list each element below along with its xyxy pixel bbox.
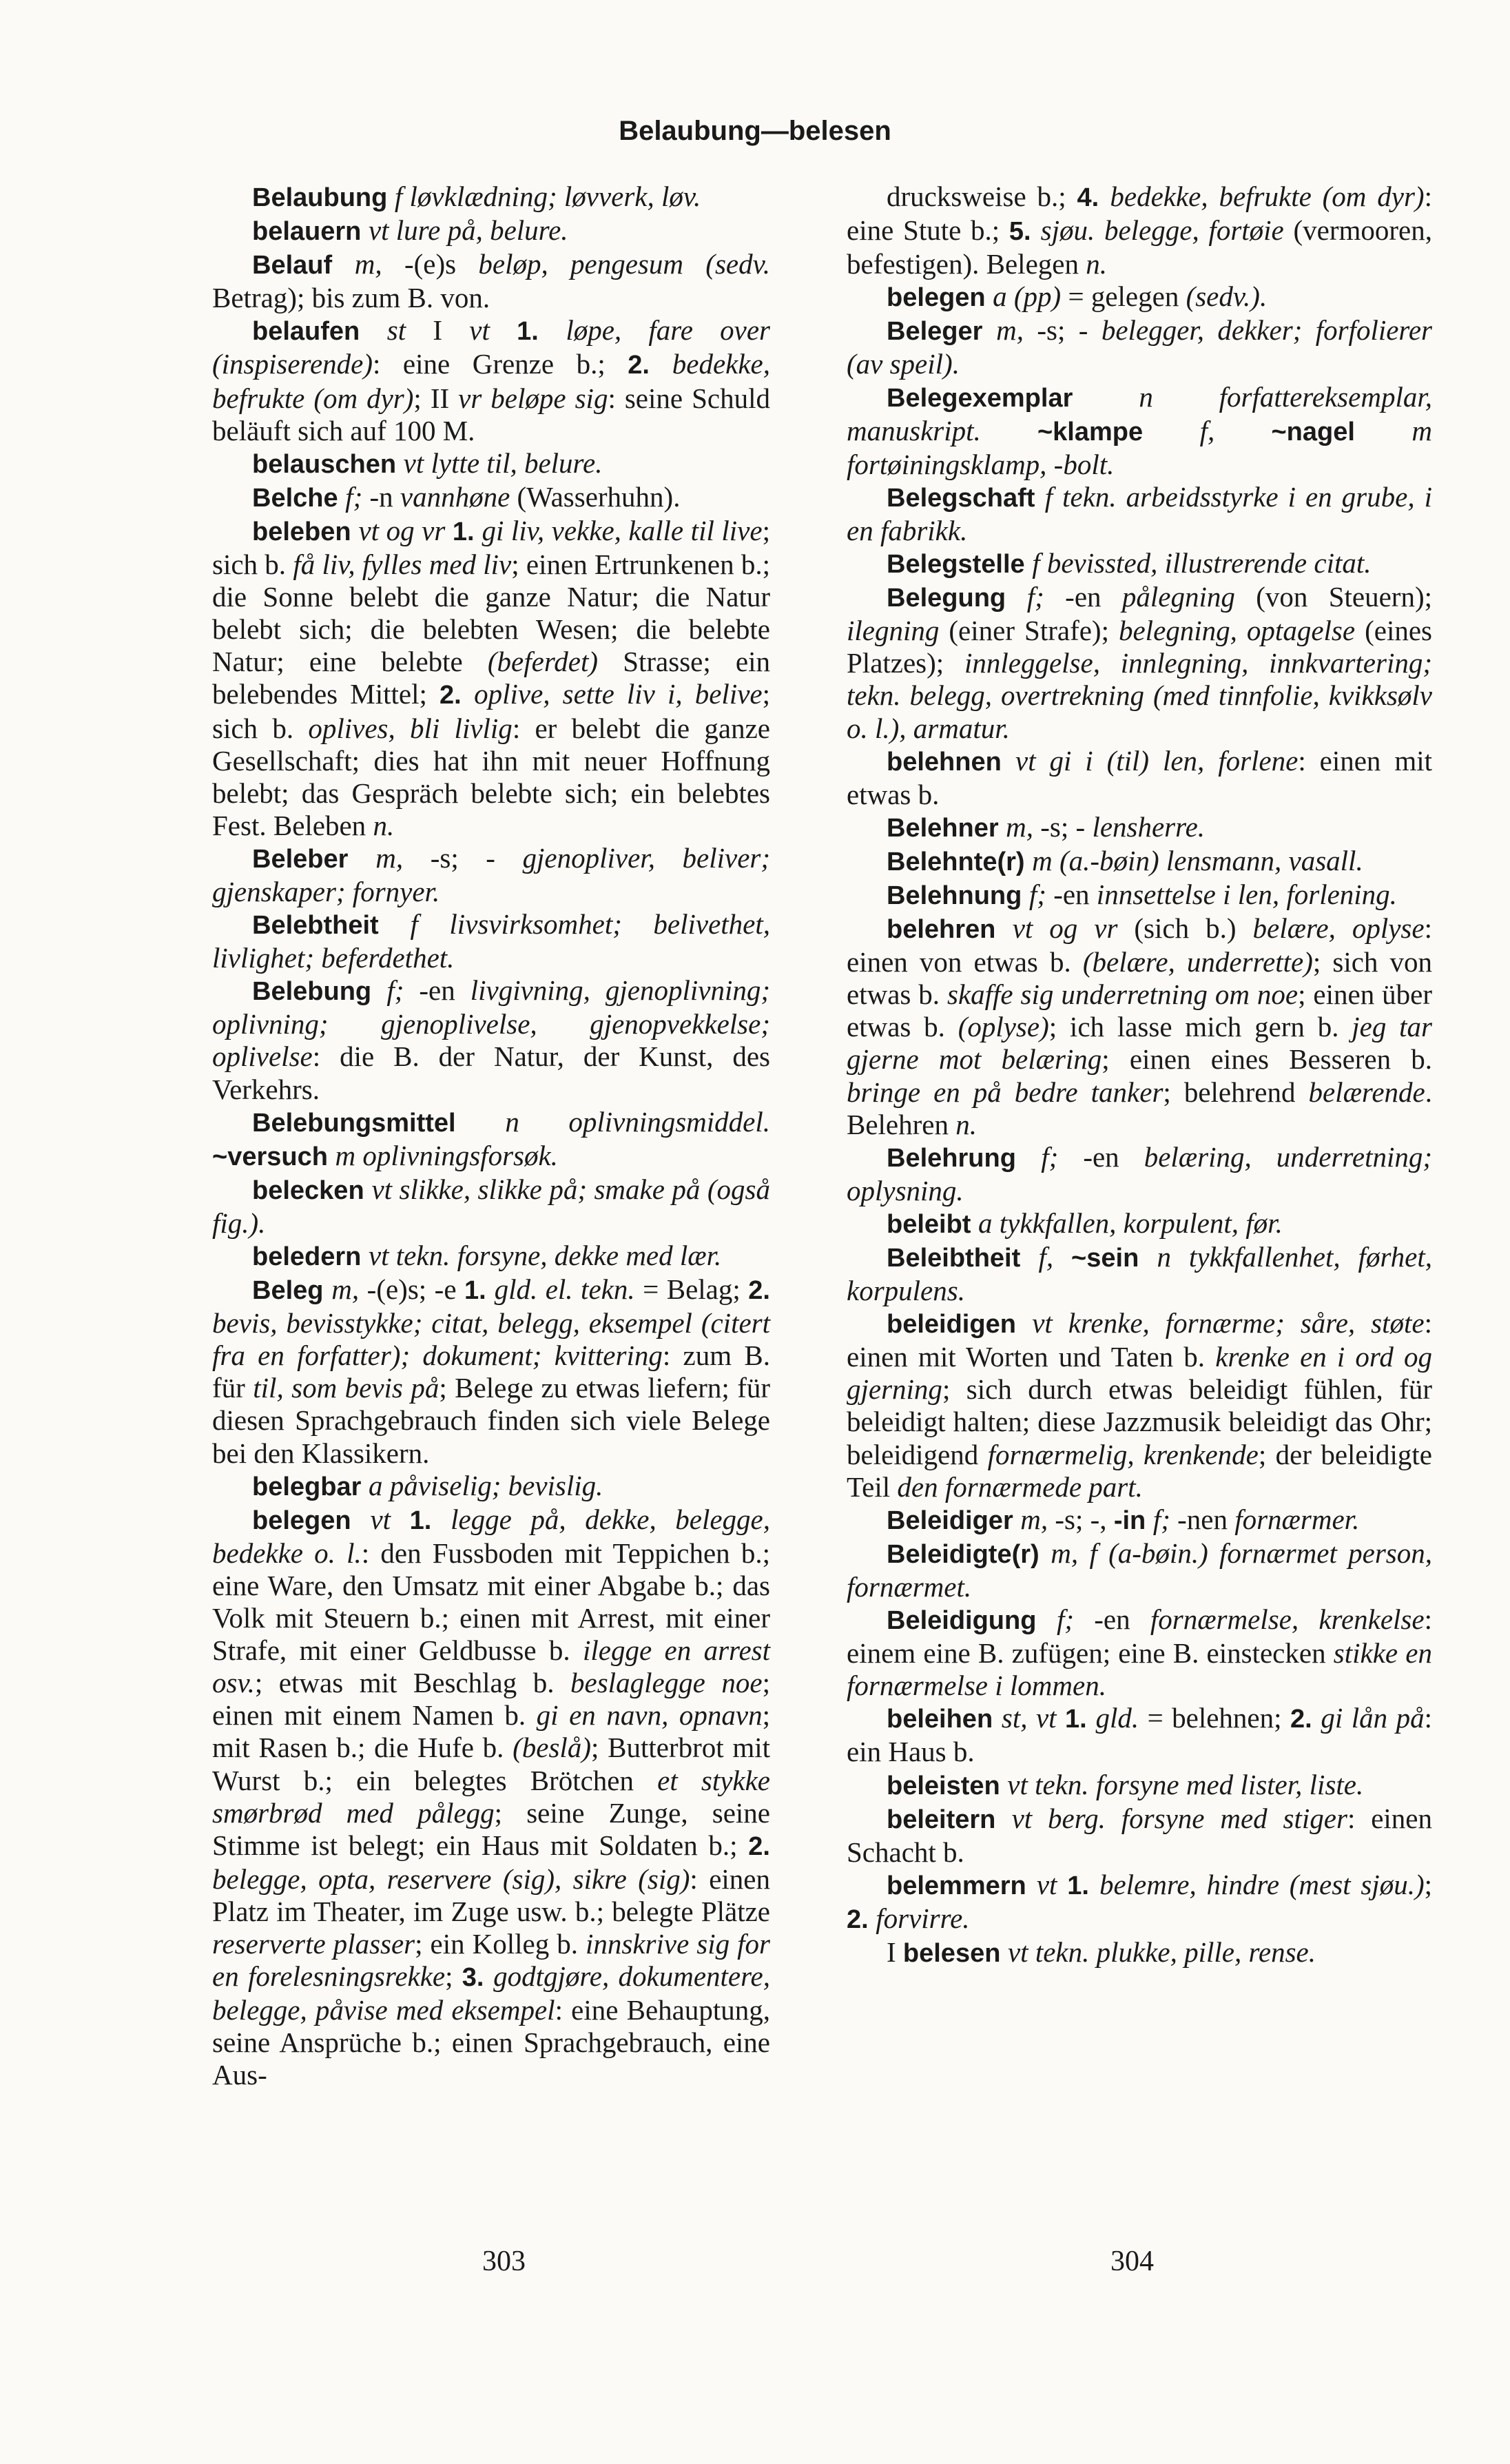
entry-text: m oplivningsforsøk. xyxy=(335,1139,558,1171)
entry-text: stikke en fornærmelse i lommen. xyxy=(847,1637,1433,1702)
entry-text: beløp, pengesum (sedv. xyxy=(478,248,771,280)
entry-text: gi lån på xyxy=(1321,1702,1425,1734)
entry-text: st xyxy=(386,314,433,347)
headword: Belebtheit xyxy=(252,911,411,941)
entry-text: vt tekn. plukke, pille, rense. xyxy=(1007,1936,1316,1968)
dictionary-entry xyxy=(212,181,770,214)
entry-text: ; einen Ertrunkenen b.; die Sonne belebt die ganze Natur; die Natur belebt sich; die belebten Wesen; die belebte Natur; eine belebte xyxy=(212,548,771,678)
dictionary-entry xyxy=(212,1173,770,1240)
entry-text: n. xyxy=(1086,248,1107,280)
entry-text: vt berg. forsyne med stiger xyxy=(1011,1802,1347,1834)
entry-text: -s; - xyxy=(1037,314,1102,347)
entry-text: fornærmelig, krenkende xyxy=(987,1438,1259,1470)
entry-text: = belehnen; xyxy=(1147,1702,1290,1734)
entry-text: gld. el. tekn. xyxy=(494,1273,643,1306)
dictionary-entry xyxy=(847,1503,1432,1537)
headword: Beleger xyxy=(887,317,997,347)
entry-text: -en xyxy=(1083,1140,1144,1173)
dictionary-entry xyxy=(847,1603,1432,1702)
entry-text: n tykkfallenhet, førhet, korpulens. xyxy=(847,1241,1432,1307)
entry-text: ; einen eines Besseren b. xyxy=(1102,1043,1432,1076)
entry-text: f; xyxy=(1056,1603,1095,1636)
entry-text: vt gi i (til) len, forlene xyxy=(1015,744,1299,777)
headword: beleisten xyxy=(887,1771,1008,1800)
entry-text: forvirre. xyxy=(876,1902,970,1934)
headword: Belegexemplar xyxy=(887,383,1139,413)
entry-text: -en xyxy=(1094,1603,1150,1636)
headword: Beleibtheit xyxy=(887,1244,1039,1273)
entry-text: vr beløpe sig xyxy=(458,382,608,414)
entry-text: vt lure på, belure. xyxy=(368,214,568,247)
entry-text: belemre, hindre (mest sjøu.) xyxy=(1099,1868,1425,1900)
dictionary-entry xyxy=(212,1240,770,1273)
entry-text: : einem eine B. zufügen; eine B. einstecken xyxy=(847,1603,1432,1670)
entry-text: f livsvirksomhet; belivethet, livlighet; beferdethet. xyxy=(212,908,771,974)
entry-text: m, xyxy=(1006,810,1041,843)
entry-text: vt tekn. forsyne, dekke med lær. xyxy=(368,1240,722,1271)
entry-text: (eines Platzes); xyxy=(847,615,1432,679)
entry-text: Betrag); bis zum B. von. xyxy=(212,282,490,314)
entry-text: ; einen mit einem Namen b. xyxy=(212,1667,771,1732)
entry-text: vt slikke, slikke på; smake på (også fig.). xyxy=(212,1173,770,1239)
headword: belehren xyxy=(887,915,1013,945)
entry-text: bedekke, befrukte (om dyr) xyxy=(1110,181,1425,212)
entry-text: (Wasserhuhn). xyxy=(517,480,681,513)
headword: Beleidigung xyxy=(887,1606,1057,1636)
headword: ~klampe xyxy=(1037,417,1200,446)
entry-text: m, xyxy=(354,248,404,280)
entry-text: : einen von etwas b. xyxy=(847,912,1432,978)
entry-text: få liv, fylles med liv xyxy=(293,548,512,581)
dictionary-entry xyxy=(212,1503,770,2092)
entry-text: m, xyxy=(331,1273,367,1306)
dictionary-entry xyxy=(847,1702,1432,1768)
entry-text: : seine Schuld beläuft sich auf 100 M. xyxy=(212,382,770,446)
entry-text: : einen mit etwas b. xyxy=(847,744,1432,810)
headword: beleidigen xyxy=(887,1310,1033,1339)
entry-text: innleggelse, innlegning, innkvartering; tekn. belegg, overtrekning (med tinnfolie, kvikksølv o. l.), armatur. xyxy=(847,647,1432,744)
headword: Belegstelle xyxy=(887,550,1033,579)
headword: belecken xyxy=(252,1175,372,1205)
entry-text: oplive, sette liv i, belive xyxy=(474,678,763,710)
entry-text: m (a.-bøin) lensmann, vasall. xyxy=(1032,844,1363,876)
dictionary-entry xyxy=(847,547,1432,581)
entry-text: jeg tar gjerne mot belæring xyxy=(847,1011,1432,1076)
headword: 3. xyxy=(462,1963,494,1993)
entry-text: st, vt xyxy=(1001,1702,1066,1734)
headword: 2. xyxy=(748,1276,770,1306)
entry-text: -n xyxy=(369,480,400,513)
entry-text: (von Steuern); xyxy=(1256,581,1432,613)
entry-text: f; xyxy=(1028,878,1054,910)
entry-text: f, xyxy=(1038,1241,1072,1273)
entry-text: : zum B. für xyxy=(212,1339,770,1404)
entry-text: ; sich von etwas b. xyxy=(847,946,1433,1011)
headword: Belegung xyxy=(887,584,1027,613)
entry-text: I xyxy=(887,1936,903,1968)
headword: beledern xyxy=(252,1242,369,1271)
entry-text: n forfattereksemplar, manuskript. xyxy=(847,380,1432,446)
entry-text: pålegning xyxy=(1121,581,1256,613)
entry-text: ilegning xyxy=(847,615,949,647)
entry-text: : einen mit Worten und Taten b. xyxy=(847,1307,1432,1373)
entry-text: ; sich b. xyxy=(212,514,770,581)
entry-text: ; xyxy=(445,1960,462,1993)
entry-text: m, xyxy=(375,841,431,874)
entry-text: belærende xyxy=(1308,1076,1425,1108)
headword: Beleg xyxy=(252,1276,332,1306)
headword: ~sein xyxy=(1071,1244,1157,1273)
entry-text: ; etwas mit Beschlag b. xyxy=(254,1667,571,1699)
dictionary-entry xyxy=(847,912,1432,1141)
dictionary-entry xyxy=(847,181,1432,280)
entry-text: ; ich lasse mich gern b. xyxy=(1048,1011,1352,1043)
headword: Belehner xyxy=(887,813,1006,843)
entry-text: gi en navn, opnavn xyxy=(536,1699,763,1732)
headword: belehnen xyxy=(887,747,1016,777)
entry-text: I xyxy=(433,314,470,347)
entry-text: bedekke, befrukte (om dyr) xyxy=(212,348,770,414)
headword: 4. xyxy=(1077,183,1110,212)
entry-text: n oplivningsmiddel. xyxy=(505,1105,771,1138)
entry-text: -nen xyxy=(1177,1503,1235,1535)
headword: 2. xyxy=(748,1831,770,1861)
entry-text: f; xyxy=(345,480,370,513)
entry-text: m, f (a-bøin.) fornærmet person, fornærmet. xyxy=(847,1537,1433,1603)
entry-text: skaffe sig underretning om noe xyxy=(947,978,1299,1011)
entry-text: : einen Platz im Theater, im Zuge usw. b.; belegte Plätze xyxy=(212,1862,770,1927)
entry-text: f; xyxy=(1152,1503,1178,1535)
entry-text: n. xyxy=(955,1108,977,1140)
headword: 5. xyxy=(1009,217,1041,247)
dictionary-entry xyxy=(847,1307,1432,1503)
headword: 1. xyxy=(1065,1705,1096,1734)
dictionary-entry xyxy=(212,481,770,515)
entry-text: ; II xyxy=(413,382,459,414)
entry-text: (beslå) xyxy=(513,1732,591,1764)
entry-text: -s; - xyxy=(430,841,523,874)
entry-text: gjenopliver, beliver; gjenskaper; fornyer. xyxy=(212,841,770,907)
entry-text: f; xyxy=(386,974,420,1007)
entry-text: m, xyxy=(996,314,1037,347)
headword: ~nagel xyxy=(1271,417,1412,446)
dictionary-entry xyxy=(212,248,770,314)
entry-text: (oplyse) xyxy=(958,1011,1049,1043)
entry-text: : einen Schacht b. xyxy=(847,1802,1432,1868)
dictionary-entry xyxy=(212,974,770,1105)
entry-text: (vermooren, befestigen). Belegen xyxy=(847,214,1432,280)
entry-text: løpe, fare over (inspiserende) xyxy=(212,314,771,380)
dictionary-entry xyxy=(847,314,1432,380)
entry-text: -s; - xyxy=(1040,810,1093,843)
headword: 1. xyxy=(409,1506,451,1535)
headword: beleibt xyxy=(887,1209,979,1239)
entry-text: (belære, underrette) xyxy=(1082,946,1313,978)
entry-text: belegge, opta, reservere (sig), sikre (sig) xyxy=(212,1862,690,1895)
entry-text: ; sich b. xyxy=(212,678,771,744)
entry-text: ; Butterbrot mit Wurst b.; ein belegtes Brötchen xyxy=(212,1732,771,1796)
headword: belegen xyxy=(887,283,993,313)
dictionary-entry xyxy=(847,1803,1432,1869)
entry-text: vt xyxy=(469,314,517,347)
entry-text: : eine Behauptung, seine Ansprüche b.; einen Sprachgebrauch, eine Aus- xyxy=(212,1994,771,2091)
entry-text: : eine Grenze b.; xyxy=(373,348,628,380)
entry-text: belæring, underretning; oplysning. xyxy=(847,1140,1432,1207)
headword: belegen xyxy=(252,1506,371,1535)
dictionary-entry xyxy=(847,1241,1432,1307)
entry-text: f; xyxy=(1026,581,1066,613)
entry-text: lensherre. xyxy=(1092,810,1206,843)
entry-text: gi liv, vekke, kalle til live xyxy=(482,514,763,546)
entry-text: (sedv.). xyxy=(1186,280,1268,313)
entry-text: ; mit Rasen b.; die Hufe b. xyxy=(212,1699,770,1764)
dictionary-entry xyxy=(847,845,1432,879)
entry-text: f; xyxy=(1041,1140,1084,1173)
headword: belaufen xyxy=(252,317,387,347)
dictionary-entry xyxy=(212,1273,770,1470)
page-number-left: 303 xyxy=(482,2246,526,2277)
entry-text: : ein Haus b. xyxy=(847,1702,1433,1768)
dictionary-entry xyxy=(847,1769,1432,1803)
headword: Belaubung xyxy=(252,183,395,212)
headword: belauschen xyxy=(252,449,404,479)
entry-text: -(e)s xyxy=(404,248,479,280)
headword: 1. xyxy=(452,517,482,546)
entry-text: vt xyxy=(1036,1868,1068,1900)
entry-text: f løvklædning; løvverk, løv. xyxy=(394,181,701,212)
dictionary-entry xyxy=(847,811,1432,845)
entry-text: ; belehrend xyxy=(1163,1076,1309,1108)
entry-text: oplives, bli livlig xyxy=(308,712,513,744)
dictionary-entry xyxy=(847,581,1432,744)
headword: Belehrung xyxy=(887,1143,1042,1173)
entry-text: den fornærmede part. xyxy=(897,1470,1143,1503)
dictionary-entry xyxy=(212,447,770,481)
entry-text: a tykkfallen, korpulent, før. xyxy=(978,1207,1283,1239)
headword: Beleidiger xyxy=(887,1506,1021,1535)
entry-text: a påviselig; bevislig. xyxy=(368,1469,603,1501)
entry-text: gld. xyxy=(1095,1702,1148,1734)
entry-text: livgivning, gjenoplivning; oplivning; gjenoplivelse, gjenopvekkelse; oplivelse xyxy=(212,974,770,1073)
entry-text: drucksweise b.; xyxy=(887,181,1077,212)
entry-text: : er belebt die ganze Gesellschaft; dies hat ihn mit neuer Hoffnung belebt; das Gespräch belebte sich; ein belebtes Fest. Beleben xyxy=(212,712,770,841)
entry-text: belegger, dekker; forfolierer (av speil). xyxy=(847,314,1433,380)
entry-text: -en xyxy=(1065,581,1122,613)
dictionary-entry xyxy=(212,1106,770,1173)
entry-text: ; sich durch etwas beleidigt fühlen, für beleidigt halten; diese Jazzmusik beleidigt das Ohr; beleidigend xyxy=(847,1373,1432,1470)
entry-text: vt lytte til, belure. xyxy=(403,446,603,479)
headword: Beleber xyxy=(252,844,376,874)
headword: 2. xyxy=(628,351,672,380)
headword: beleitern xyxy=(887,1805,1012,1834)
headword: Belehnung xyxy=(887,881,1029,910)
entry-text: Strasse; ein belebendes Mittel; xyxy=(212,646,771,710)
entry-text: ; Belege zu etwas liefern; für diesen Sprachgebrauch finden sich viele Belege bei den Klassikern. xyxy=(212,1372,771,1469)
entry-text: ; der beleidigte Teil xyxy=(847,1438,1432,1503)
entry-text: vt og vr xyxy=(358,514,453,546)
headword: -in xyxy=(1113,1506,1153,1535)
dictionary-entry xyxy=(847,1869,1432,1936)
headword: beleben xyxy=(252,517,359,546)
headword: belesen xyxy=(902,1938,1008,1968)
entry-text: godtgjøre, dokumentere, belegge, påvise med eksempel xyxy=(212,1960,770,2026)
headword: Belegschaft xyxy=(887,483,1045,513)
entry-text: a (pp) xyxy=(993,280,1068,313)
entry-text: vannhøne xyxy=(400,480,517,513)
entry-text: vt og vr xyxy=(1012,912,1135,945)
entry-text: bringe en på bedre tanker xyxy=(847,1076,1163,1108)
dictionary-entry xyxy=(847,1207,1432,1241)
entry-text: -s; -, xyxy=(1055,1503,1114,1535)
dictionary-entry xyxy=(847,1936,1432,1970)
entry-text: beslaglegge noe xyxy=(570,1667,763,1699)
headword: Belche xyxy=(252,483,346,513)
headword: belauern xyxy=(252,217,369,247)
dictionary-entry xyxy=(847,1141,1432,1207)
entry-text: m fortøiningsklamp, -bolt. xyxy=(847,414,1433,480)
headword: 2. xyxy=(847,1905,876,1934)
entry-text: krenke en i ord og gjerning xyxy=(847,1341,1433,1406)
dictionary-column-right xyxy=(847,181,1432,1970)
headword: Beleidigte(r) xyxy=(887,1539,1051,1569)
entry-text: -(e)s; -e xyxy=(366,1273,465,1306)
headword: ~versuch xyxy=(212,1142,335,1171)
headword: Belebungsmittel xyxy=(252,1108,506,1138)
entry-text: vt tekn. forsyne med lister, liste. xyxy=(1007,1768,1364,1800)
headword: Belehnte(r) xyxy=(887,847,1033,876)
entry-text: belegning, optagelse xyxy=(1118,615,1365,647)
headword: 1. xyxy=(464,1276,495,1306)
entry-text: n. xyxy=(373,809,395,841)
dictionary-entry xyxy=(212,515,770,842)
dictionary-entry xyxy=(212,1470,770,1503)
entry-text: vt krenke, fornærme; såre, støte xyxy=(1032,1307,1425,1339)
entry-text: fornærmer. xyxy=(1234,1503,1360,1535)
entry-text: = gelegen xyxy=(1068,280,1186,313)
headword: 1. xyxy=(1067,1871,1099,1900)
entry-text: (sich b.) xyxy=(1134,912,1253,945)
entry-text: sjøu. belegge, fortøie xyxy=(1040,214,1294,247)
dictionary-entry xyxy=(847,879,1432,912)
entry-text: til, som bevis på xyxy=(253,1372,439,1404)
entry-text: bevis, bevisstykke; citat, belegg, eksempel (citert fra en forfatter); dokument; kvittering xyxy=(212,1307,770,1372)
entry-text: f tekn. arbeidsstyrke i en grube, i en fabrikk. xyxy=(847,480,1432,546)
entry-text: . Belehren xyxy=(847,1076,1432,1140)
dictionary-entry xyxy=(847,381,1432,481)
dictionary-entry xyxy=(212,842,770,908)
entry-text: : die B. der Natur, der Kunst, des Verkehrs. xyxy=(212,1040,770,1105)
entry-text: ; ein Kolleg b. xyxy=(415,1927,586,1960)
dictionary-entry xyxy=(847,745,1432,811)
entry-text: : eine Stute b.; xyxy=(847,181,1432,247)
entry-text: f, xyxy=(1199,414,1272,446)
dictionary-entry xyxy=(847,481,1432,547)
entry-text: ; seine Zunge, seine Stimme ist belegt; ein Haus mit Soldaten b.; xyxy=(212,1796,770,1861)
entry-text: ; xyxy=(1424,1868,1433,1900)
entry-text: innsettelse i len, forlening. xyxy=(1096,878,1397,910)
entry-text: fornærmelse, krenkelse xyxy=(1150,1603,1425,1636)
entry-text: -en xyxy=(1053,878,1097,910)
headword: Belebung xyxy=(252,977,387,1007)
dictionary-entry xyxy=(212,908,770,974)
entry-text: ; einen über etwas b. xyxy=(847,978,1432,1043)
entry-text: legge på, dekke, belegge, bedekke o. l. xyxy=(212,1503,770,1569)
entry-text: reserverte plasser xyxy=(212,1927,415,1960)
entry-text: (beferdet) xyxy=(487,646,623,678)
dictionary-entry xyxy=(847,280,1432,314)
headword: beleihen xyxy=(887,1705,1002,1734)
headword: 2. xyxy=(1290,1705,1321,1734)
entry-text: (einer Strafe); xyxy=(949,615,1119,647)
dictionary-entry xyxy=(212,314,770,446)
entry-text: = Belag; xyxy=(643,1273,749,1306)
dictionary-column-left xyxy=(212,181,770,2091)
entry-text: vt xyxy=(370,1503,410,1535)
dictionary-entry xyxy=(847,1537,1432,1603)
headword: Belauf xyxy=(252,251,355,280)
page-number-right: 304 xyxy=(1110,2246,1154,2277)
entry-text: f bevissted, illustrerende citat. xyxy=(1032,547,1372,579)
headword: 2. xyxy=(439,681,475,710)
entry-text: : den Fussboden mit Teppichen b.; eine Ware, den Umsatz mit einer Abgabe b.; das Volk mit Steuern b.; einen mit Arrest, mit einer Strafe, mit einer Geldbusse b. xyxy=(212,1537,770,1667)
entry-text: ilegge en arrest osv. xyxy=(212,1634,770,1699)
headword: belemmern xyxy=(887,1871,1037,1900)
entry-text: m, xyxy=(1020,1503,1055,1535)
entry-text: et stykke smørbrød med pålegg xyxy=(212,1764,770,1829)
headword: belegbar xyxy=(252,1472,369,1501)
headword: 1. xyxy=(517,317,566,347)
entry-text: -en xyxy=(419,974,470,1007)
entry-text: belære, oplyse xyxy=(1252,912,1425,945)
entry-text: innskrive sig for en forelesningsrekke xyxy=(212,1927,771,1993)
page-header: Belaubung—belesen xyxy=(619,116,891,146)
dictionary-entry xyxy=(212,214,770,248)
